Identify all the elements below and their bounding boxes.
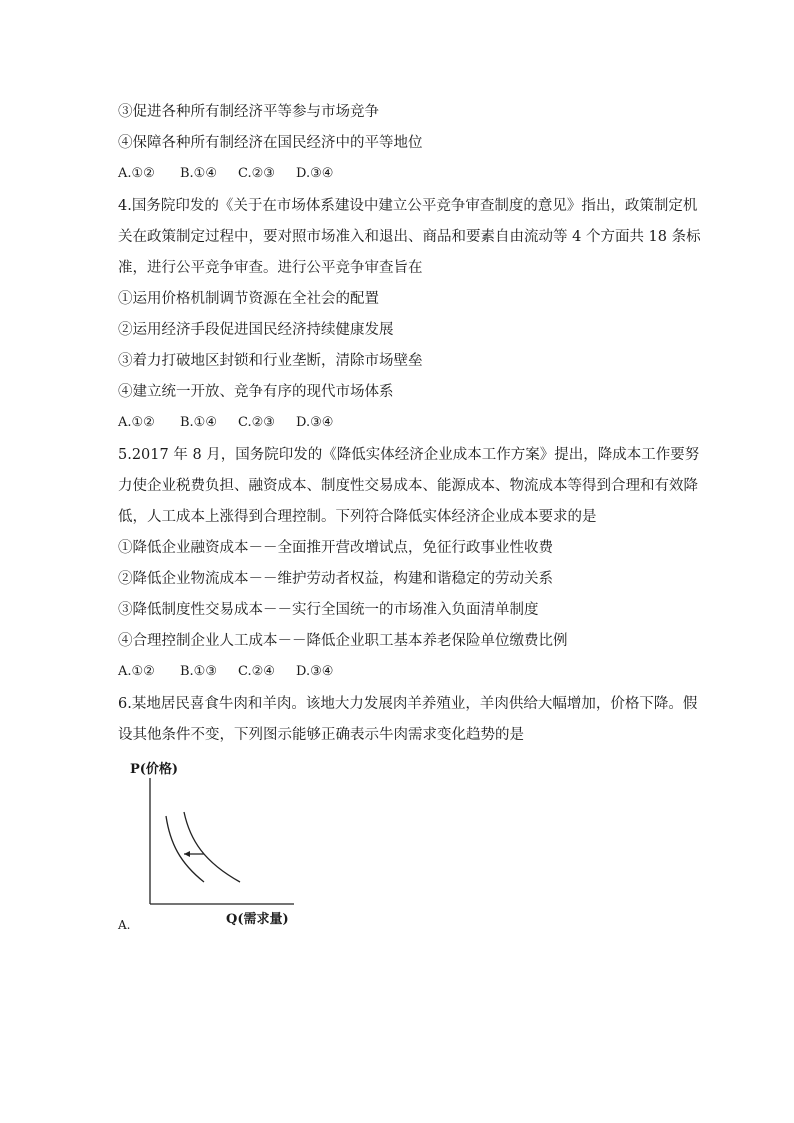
demand-curve-new — [166, 816, 204, 882]
q3-choice-c: C.②③ — [238, 166, 275, 181]
q3-choice-d: D.③④ — [296, 166, 334, 181]
q5-option-1: ①降低企业融资成本－－全面推开营改增试点，免征行政事业性收费 — [118, 540, 553, 556]
q5-option-2: ②降低企业物流成本－－维护劳动者权益，构建和谐稳定的劳动关系 — [118, 571, 553, 587]
demand-curve-figure — [118, 758, 318, 936]
q4-stem-line-2: 关在政策制定过程中，要对照市场准入和退出、商品和要素自由流动等 4 个方面共 18 条标 — [118, 229, 701, 245]
q4-stem-line-3: 准，进行公平竞争审查。进行公平竞争审查旨在 — [118, 260, 423, 276]
q4-option-2: ②运用经济手段促进国民经济持续健康发展 — [118, 322, 394, 338]
q5-stem-line-2: 力使企业税费负担、融资成本、制度性交易成本、能源成本、物流成本等得到合理和有效降 — [118, 478, 698, 494]
q4-option-1: ①运用价格机制调节资源在全社会的配置 — [118, 291, 379, 307]
x-axis-label: Q(需求量) — [226, 912, 289, 927]
q3-choice-a: A.①② — [118, 166, 155, 181]
q5-stem-line-3: 低，人工成本上涨得到合理控制。下列符合降低实体经济企业成本要求的是 — [118, 509, 597, 525]
q4-choice-b: B.①④ — [180, 415, 217, 430]
y-axis-label: P(价格) — [130, 762, 179, 777]
q3-option-3: ③促进各种所有制经济平等参与市场竞争 — [118, 104, 379, 120]
q5-option-4: ④合理控制企业人工成本－－降低企业职工基本养老保险单位缴费比例 — [118, 633, 568, 649]
q4-choices — [118, 413, 333, 433]
q4-choice-d: D.③④ — [296, 415, 334, 430]
q3-option-4: ④保障各种所有制经济在国民经济中的平等地位 — [118, 135, 423, 151]
q4-option-3: ③着力打破地区封锁和行业垄断，清除市场壁垒 — [118, 353, 423, 369]
q5-stem-line-1: 5.2017 年 8 月，国务院印发的《降低实体经济企业成本工作方案》提出，降成本工作要努 — [118, 447, 700, 463]
q4-stem-line-1: 4.国务院印发的《关于在市场体系建设中建立公平竞争审查制度的意见》指出，政策制定机 — [118, 198, 698, 214]
q5-choice-b: B.①③ — [180, 664, 217, 679]
q4-option-4: ④建立统一开放、竞争有序的现代市场体系 — [118, 384, 394, 400]
q6-stem-line-1: 6.某地居民喜食牛肉和羊肉。该地大力发展肉羊养殖业，羊肉供给大幅增加，价格下降。假 — [118, 696, 698, 712]
q3-choice-b: B.①④ — [180, 166, 217, 181]
q4-choice-a: A.①② — [118, 415, 155, 430]
q5-choice-a: A.①② — [118, 664, 155, 679]
q6-stem-line-2: 设其他条件不变，下列图示能够正确表示牛肉需求变化趋势的是 — [118, 727, 524, 743]
q5-choice-d: D.③④ — [296, 664, 334, 679]
q5-choices — [118, 662, 333, 682]
figure-option-label: A. — [118, 918, 131, 932]
q3-choices — [118, 164, 333, 184]
q5-choice-c: C.②④ — [238, 664, 275, 679]
arrow-left-icon — [184, 851, 190, 857]
q4-choice-c: C.②③ — [238, 415, 275, 430]
q5-option-3: ③降低制度性交易成本－－实行全国统一的市场准入负面清单制度 — [118, 602, 539, 618]
